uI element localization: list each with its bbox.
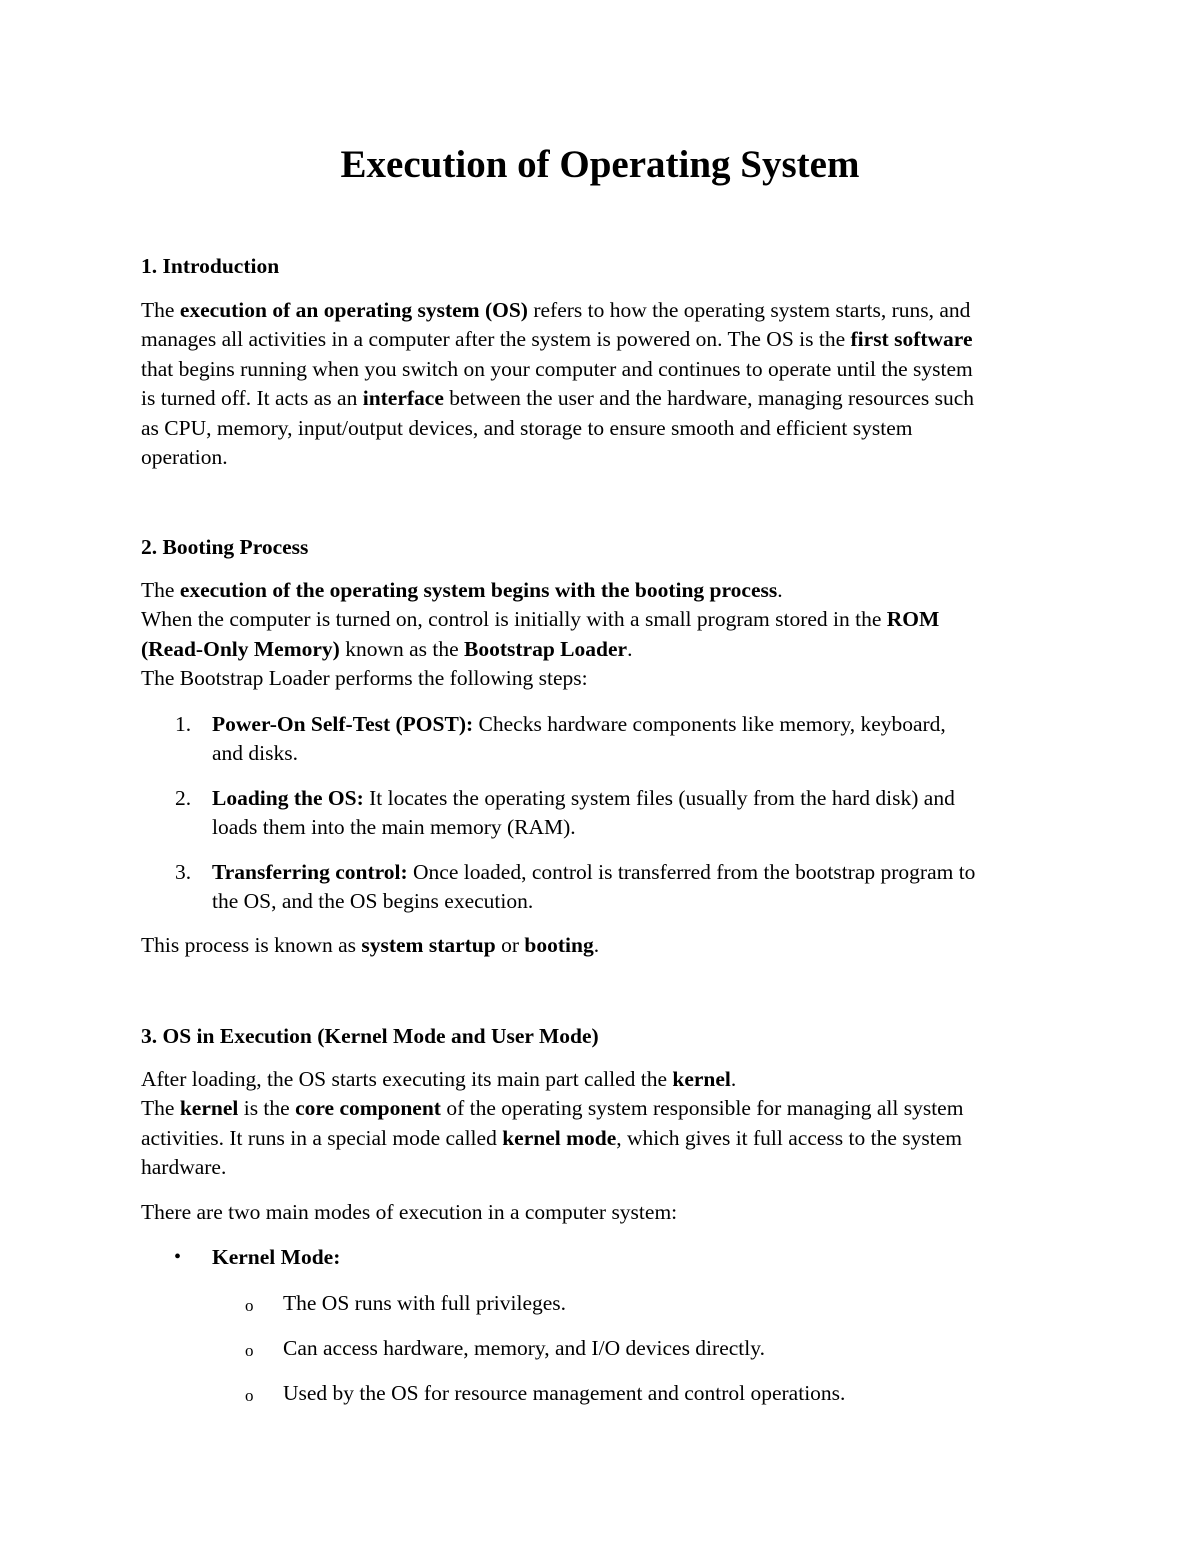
step-number: 2. (175, 786, 192, 810)
sub-item-text: Can access hardware, memory, and I/O devices directly. (283, 1336, 765, 1360)
text-run: of the operating system responsible for managing all system (440, 1096, 964, 1121)
text-line (212, 887, 1062, 916)
bold-run: execution of an operating system (OS) (179, 298, 528, 322)
text-line (212, 739, 1062, 768)
text-run: . (593, 933, 600, 957)
step-text (212, 710, 1062, 767)
section-heading-os-in-execution: 3. OS in Execution (Kernel Mode and User Mode) (141, 1024, 599, 1048)
bold-run: Transferring control: (212, 860, 408, 884)
text-run: After loading, the OS starts executing its main part called the (141, 1067, 673, 1091)
bold-run: ROM (886, 607, 940, 632)
step-number: 1. (175, 712, 192, 736)
bold-run: Power-On Self-Test (POST): (212, 712, 474, 736)
text-line (141, 1124, 1066, 1153)
text-run: The (141, 578, 180, 602)
text-run: activities. It runs in a special mode called (141, 1125, 503, 1150)
text-run: or (495, 933, 525, 957)
text-run: When the computer is turned on, control is initially with a small program stored in the (141, 607, 887, 632)
text-run: refers to how the operating system starts, runs, and (527, 298, 971, 322)
text-line (141, 664, 1066, 693)
text-line (141, 1094, 1066, 1123)
text-run: the OS, and the OS begins execution. (212, 888, 534, 913)
bullet-label: Kernel Mode: (212, 1245, 341, 1269)
bold-run: core component (295, 1096, 441, 1121)
text-run: is the (238, 1096, 296, 1121)
text-run: loads them into the main memory (RAM). (212, 814, 576, 839)
section-heading-introduction: 1. Introduction (141, 254, 280, 278)
text-run: . (730, 1067, 737, 1091)
bold-run: kernel (179, 1096, 239, 1121)
bold-run: interface (362, 386, 444, 411)
booting-closing-line (141, 931, 1066, 960)
sub-item-text: Used by the OS for resource management and control operations. (283, 1381, 846, 1405)
text-line (212, 858, 1062, 887)
text-line (212, 710, 1062, 739)
sub-bullet-icon: o (245, 1386, 254, 1405)
bold-run: Loading the OS: (212, 786, 364, 810)
bold-run: kernel (672, 1067, 731, 1091)
document-title: Execution of Operating System (340, 143, 860, 186)
step-text (212, 784, 1062, 841)
text-run: that begins running when you switch on your computer and continues to operate until the system (141, 356, 973, 381)
text-run: is turned off. It acts as an (141, 386, 363, 411)
bold-run: booting (524, 933, 594, 957)
bold-run: Bootstrap Loader (464, 636, 628, 661)
text-line (141, 931, 1066, 960)
step-text (212, 858, 1062, 915)
text-line (141, 384, 1066, 413)
text-line (212, 784, 1062, 813)
text-line (141, 605, 1066, 634)
text-run: as CPU, memory, input/output devices, and storage to ensure smooth and efficient system (141, 415, 913, 440)
text-line (141, 635, 1066, 664)
bullet-icon: • (174, 1246, 182, 1268)
text-line (141, 296, 1066, 325)
text-run: hardware. (141, 1155, 227, 1180)
text-run: . (627, 636, 633, 661)
text-run: Once loaded, control is transferred from the bootstrap program to (407, 860, 976, 884)
step-number: 3. (175, 860, 192, 884)
text-run: between the user and the hardware, managing resources such (443, 386, 975, 411)
bold-run: kernel mode (502, 1125, 617, 1150)
text-run: , which gives it full access to the system (616, 1125, 962, 1150)
text-line (141, 1153, 1066, 1182)
text-line (141, 325, 1066, 354)
text-run: manages all activities in a computer after the system is powered on. The OS is the (141, 327, 851, 352)
text-run: It locates the operating system files (usually from the hard disk) and (363, 786, 955, 810)
bold-run: (Read-Only Memory) (141, 636, 340, 661)
introduction-paragraph (141, 296, 1066, 472)
booting-intro-paragraph (141, 576, 1066, 694)
text-run: The Bootstrap Loader performs the following steps: (141, 666, 588, 691)
section-heading-booting-process: 2. Booting Process (141, 535, 309, 559)
text-run: Checks hardware components like memory, keyboard, (473, 712, 946, 736)
text-run: This process is known as (141, 933, 362, 957)
text-run: known as the (339, 636, 465, 661)
text-line (141, 414, 1066, 443)
text-run: . (777, 578, 783, 602)
text-line (212, 813, 1062, 842)
sub-bullet-icon: o (245, 1341, 254, 1360)
sub-item-text: The OS runs with full privileges. (283, 1291, 567, 1315)
modes-intro-text: There are two main modes of execution in a computer system: (141, 1200, 678, 1224)
text-line (141, 576, 1066, 605)
bold-run: first software (850, 327, 973, 352)
sub-bullet-icon: o (245, 1296, 254, 1315)
modes-intro-line (141, 1198, 1066, 1227)
text-line (141, 355, 1066, 384)
text-line (141, 443, 1066, 472)
text-run: operation. (141, 444, 228, 469)
text-run: The (141, 1096, 180, 1121)
text-line (141, 1065, 1066, 1094)
execution-intro-paragraph (141, 1065, 1066, 1183)
bold-run: execution of the operating system begins with the booting process (179, 578, 778, 602)
text-run: and disks. (212, 740, 298, 765)
bold-run: system startup (361, 933, 496, 957)
text-run: The (141, 298, 180, 322)
